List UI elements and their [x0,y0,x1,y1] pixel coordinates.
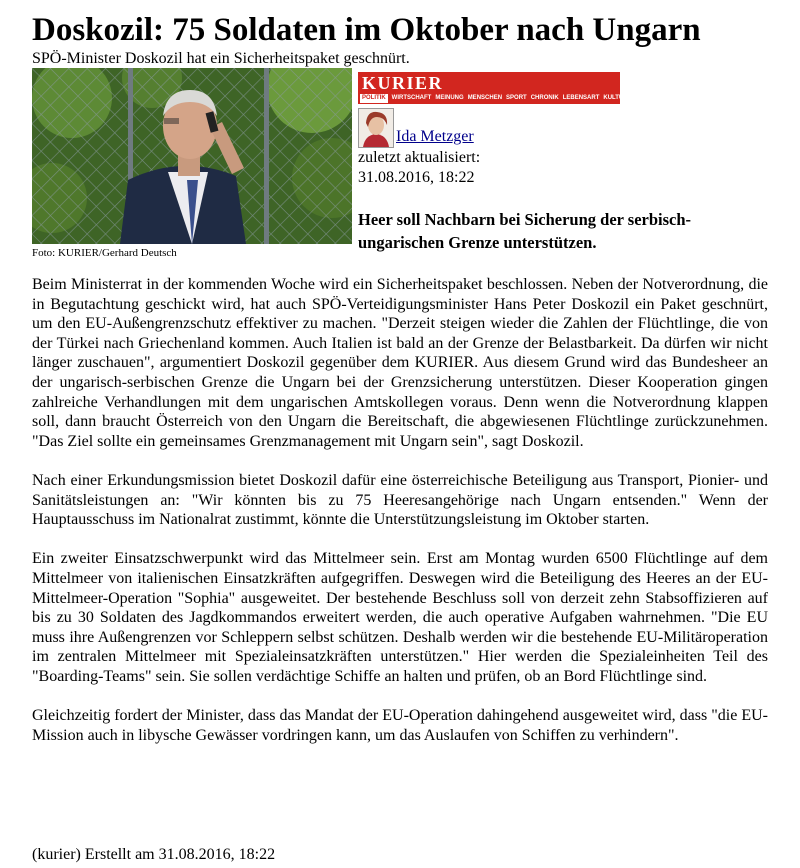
logo-nav-item: WIRTSCHAFT [391,95,432,101]
logo-nav [360,94,670,103]
photo-doskozil-phone [32,68,352,244]
article-paragraph: Beim Ministerrat in der kommenden Woche wird ein Sicherheitspaket beschlossen. Neben der Notverordnung, die in Begutachtung geschickt wird, hat auch SPÖ-Verteidigungsminister Hans Peter Doskozil ein Paket geschnürt, um den EU-Außengrenzschutz effektiver zu machen. "Derzeit steigen wieder die Zahlen der Flüchtlinge, die von der Türkei nach Griechenland kommen. Auch Italien ist bald an der Grenze der Belastbarkeit. Da dürfen wir nicht länger zuschauen", argumentiert Doskozil gegenüber dem KURIER. Aus diesem Grund wird das Bundesheer an der ungarisch-serbischen Grenze die Ungarn bei der Grenzsicherung unterstützen. Dieser Kooperation gingen zahlreiche Verhandlungen mit dem ungarischen Amtskollegen voraus. Denn wenn die Notverordnung klappen soll, dann braucht Österreich von den Ungarn die Bereitschaft, die abgewiesenen Flüchtlinge zurückzunehmen. "Das Ziel sollte ein gemeinsames Grenzmanagement mit Ungarn sein", sagt Doskozil. [32,276,768,450]
article-paragraph: Nach einer Erkundungsmission bietet Doskozil dafür eine österreichische Beteiligung aus Transport, Pionier- und Sanitätsleistungen an: "Wir könnten bis zu 75 Heeresangehörige nach Ungarn entsenden." Wenn der Hauptausschuss im Nationalrat zustimmt, könnte die Unterstützungsleistung im Oktober starten. [32,471,768,529]
logo-nav-item: MEINUNG [435,95,464,101]
logo-nav-item: CHRONIK [530,95,559,101]
article-paragraph: Gleichzeitig fordert der Minister, dass das Mandat der EU-Operation dahingehend ausgeweitet wird, dass "die EU-Mission auch in libysche Gewässer vordringen kann, um das Auslaufen von Schiffen zu verhindern". [32,707,768,744]
article-footer: (kurier) Erstellt am 31.08.2016, 18:22 [32,846,276,863]
updated-label: zuletzt aktualisiert: [358,149,481,166]
logo-nav-item: SPORT [506,95,527,101]
author-portrait [359,109,393,147]
author-avatar [358,108,394,148]
article-subtitle: SPÖ-Minister Doskozil hat ein Sicherheitspaket geschnürt. [32,50,410,67]
article-lead: Heer soll Nachbarn bei Sicherung der serbisch-ungarischen Grenze unterstützen. [358,210,692,252]
article-body [32,275,768,765]
logo-nav-item: KULTUR [603,95,628,101]
author-link[interactable]: Ida Metzger [396,128,474,145]
logo-nav-item: KULT [631,95,648,101]
photo-caption: Foto: KURIER/Gerhard Deutsch [32,247,177,259]
logo-name: KURIER [362,73,444,93]
logo-nav-item: MENSCHEN [467,95,503,101]
article-title: Doskozil: 75 Soldaten im Oktober nach Ungarn [32,12,701,48]
logo-nav-item: LEBENSART [562,95,600,101]
logo-nav-item: VIDEO [651,95,670,101]
updated-date: 31.08.2016, 18:22 [358,169,475,186]
kurier-logo[interactable] [358,72,670,104]
article-photo [32,68,352,244]
logo-nav-item: POLITIK [362,95,386,101]
article-paragraph: Ein zweiter Einsatzschwerpunkt wird das Mittelmeer sein. Erst am Montag wurden 6500 Flüchtlinge auf dem Mittelmeer von italienischen Einsatzkräften aufgegriffen. Deswegen wird die Beteiligung des Heeres an der EU-Mittelmeer-Operation "Sophia" ausgeweitet. Der bestehende Beschluss soll von derzeit zehn Stabsoffizieren auf bis zu 30 Soldaten des Jagdkommandos erweitert werden, die auch operative Aufgaben wahrnehmen. "Die EU muss ihre Außengrenzen vor Schleppern selbst schützen. Deshalb werden wir die bestehende EU-Militäroperation im zentralen Mittelmeer mit Spezialeinsatzkräften unterstützen." Hier werden die Spezialeinheiten Teil des "Boarding-Teams" sein. Sie sollen verdächtige Schiffe an halten und prüfen, ob an Bord Flüchtlinge sind. [32,550,768,685]
